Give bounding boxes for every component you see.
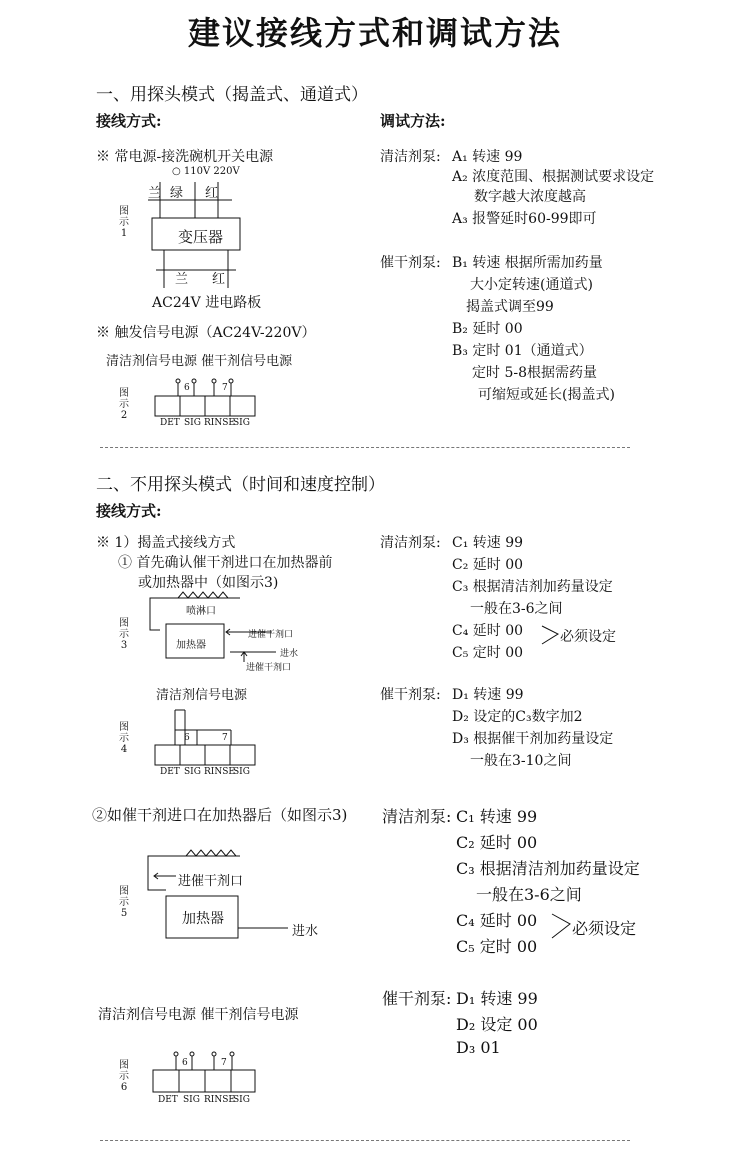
s2-note-lid-type: ※ 1）揭盖式接线方式 bbox=[96, 535, 236, 551]
s2-c4: C₄ 延时 00 bbox=[452, 623, 524, 639]
fig6-terminal-sig: SIG bbox=[183, 1095, 200, 1105]
s2-d3b: 一般在3-10之间 bbox=[470, 753, 572, 769]
section1-wiring-label: 接线方式: bbox=[96, 112, 162, 130]
s1-b1b: 大小定转速(通道式) bbox=[470, 277, 593, 293]
s1-b3c: 可缩短或延长(揭盖式) bbox=[478, 387, 615, 403]
s2-note-confirm2: 或加热器中（如图示3) bbox=[138, 575, 279, 591]
s2-c1: C₁ 转速 99 bbox=[452, 535, 524, 551]
s1-rinse-pump-label: 催干剂泵: bbox=[380, 255, 441, 271]
fig5-heater-label: 加热器 bbox=[182, 911, 224, 927]
fig2-terminal-det: DET bbox=[160, 418, 180, 428]
s2b-c3: C₃ 根据清洁剂加药量设定 bbox=[456, 859, 640, 878]
page-title: 建议接线方式和调试方法 bbox=[187, 14, 562, 52]
fig2-terminal-sig: SIG bbox=[184, 418, 201, 428]
s2b-must-set-brace bbox=[552, 914, 570, 938]
s2b-d2: D₂ 设定 00 bbox=[456, 1015, 538, 1034]
fig6-terminal-sig2: SIG bbox=[233, 1095, 250, 1105]
fig5-rinse-inlet-label: 进催干剂口 bbox=[178, 874, 244, 889]
s2-must-set-brace bbox=[542, 626, 558, 644]
fig1-transformer bbox=[148, 182, 240, 288]
fig1-label: 图 示 1 bbox=[119, 206, 129, 239]
fig1-bottom-wire-red: 红 bbox=[212, 272, 226, 287]
fig4-terminal-block bbox=[155, 710, 255, 765]
section1-note-power: ※ 常电源-接洗碗机开关电源 bbox=[96, 149, 274, 165]
s2b-rinse-pump-label: 催干剂泵: bbox=[382, 989, 452, 1008]
s2-c2: C₂ 延时 00 bbox=[452, 557, 524, 573]
s2-c3: C₃ 根据清洁剂加药量设定 bbox=[452, 579, 613, 595]
s2b-c3b: 一般在3-6之间 bbox=[476, 885, 582, 904]
fig6-label: 图 示 6 bbox=[119, 1060, 129, 1093]
s2b-c5: C₅ 定时 00 bbox=[456, 937, 538, 956]
fig2-terminal-block bbox=[155, 379, 255, 416]
s2-must-set: 必须设定 bbox=[560, 629, 616, 645]
s1-b2: B₂ 延时 00 bbox=[452, 321, 523, 337]
fig1-wire-green: 绿 bbox=[170, 186, 184, 201]
section1-heading: 一、用探头模式（揭盖式、通道式） bbox=[96, 85, 368, 105]
s2-d3: D₃ 根据催干剂加药量设定 bbox=[452, 731, 614, 747]
fig6-terminal-rinse: RINSE bbox=[204, 1095, 235, 1105]
s2b-c2: C₂ 延时 00 bbox=[456, 833, 538, 852]
fig4-terminal-sig2: SIG bbox=[233, 767, 250, 777]
section1-note-trigger: ※ 触发信号电源（AC24V-220V） bbox=[96, 325, 316, 341]
s1-a1: A₁ 转速 99 bbox=[452, 149, 523, 165]
fig6-terminal-det: DET bbox=[158, 1095, 178, 1105]
fig2-label: 图 示 2 bbox=[119, 388, 129, 421]
s2b-c1: C₁ 转速 99 bbox=[456, 807, 538, 826]
fig2-terminal-sig2: SIG bbox=[233, 418, 250, 428]
s2-signal-detergent: 清洁剂信号电源 bbox=[156, 688, 248, 703]
fig3-label: 图 示 3 bbox=[119, 618, 129, 651]
fig3-water-label: 进水 bbox=[280, 649, 299, 659]
fig3-rinse-inlet2-label: 进催干剂口 bbox=[246, 663, 292, 673]
s1-b3: B₃ 定时 01（通道式） bbox=[452, 343, 593, 359]
fig4-number-7: 7 bbox=[222, 733, 228, 743]
fig5-water-label: 进水 bbox=[292, 924, 319, 939]
fig1-wire-blue: 兰 bbox=[148, 186, 162, 201]
s2-d1: D₁ 转速 99 bbox=[452, 687, 524, 703]
section1-debug-label: 调试方法: bbox=[380, 112, 446, 130]
s2b-c4: C₄ 延时 00 bbox=[456, 911, 538, 930]
s2-signal-sources: 清洁剂信号电源 催干剂信号电源 bbox=[98, 1007, 299, 1023]
fig5-heater-diagram bbox=[148, 850, 288, 938]
s2b-detergent-pump-label: 清洁剂泵: bbox=[382, 807, 452, 826]
fig4-terminal-sig: SIG bbox=[184, 767, 201, 777]
s2b-d3: D₃ 01 bbox=[456, 1038, 501, 1057]
s1-a2: A₂ 浓度范围、根据测试要求设定 bbox=[452, 169, 655, 185]
s2b-must-set: 必须设定 bbox=[572, 919, 637, 938]
section2-heading: 二、不用探头模式（时间和速度控制） bbox=[96, 475, 385, 495]
fig3-heater-diagram bbox=[150, 592, 276, 662]
s1-a2b: 数字越大浓度越高 bbox=[474, 189, 586, 205]
fig4-label: 图 示 4 bbox=[119, 722, 129, 755]
fig2-terminal-rinse: RINSE bbox=[204, 418, 235, 428]
s2-d2: D₂ 设定的C₃数字加2 bbox=[452, 709, 583, 725]
fig6-number-7: 7 bbox=[221, 1058, 227, 1068]
s1-b3b: 定时 5-8根据需药量 bbox=[472, 365, 597, 381]
fig1-caption: AC24V 进电路板 bbox=[152, 295, 262, 311]
s2-note-after-heater: ②如催干剂进口在加热器后（如图示3) bbox=[92, 806, 348, 824]
s1-b1: B₁ 转速 根据所需加药量 bbox=[452, 255, 603, 271]
fig3-rinse-inlet-label: 进催干剂口 bbox=[248, 630, 294, 640]
s2-c3b: 一般在3-6之间 bbox=[470, 601, 563, 617]
fig5-label: 图 示 5 bbox=[119, 886, 129, 919]
s1-detergent-pump-label: 清洁剂泵: bbox=[380, 149, 441, 165]
fig6-number-6: 6 bbox=[182, 1058, 188, 1068]
s2b-d1: D₁ 转速 99 bbox=[456, 989, 538, 1008]
fig2-number-6: 6 bbox=[184, 383, 190, 393]
fig1-wire-red: 红 bbox=[205, 186, 219, 201]
fig1-bottom-wire-blue: 兰 bbox=[175, 272, 189, 287]
s2-c5: C₅ 定时 00 bbox=[452, 645, 524, 661]
fig6-terminal-block bbox=[153, 1052, 255, 1092]
s2-rinse-pump-label: 催干剂泵: bbox=[380, 687, 441, 703]
s1-b1c: 揭盖式调至99 bbox=[466, 299, 554, 315]
fig3-spray-label: 喷淋口 bbox=[186, 606, 216, 617]
fig1-voltage: ○ 110V 220V bbox=[172, 166, 240, 177]
fig2-number-7: 7 bbox=[222, 383, 228, 393]
s2-note-confirm: ① 首先确认催干剂进口在加热器前 bbox=[118, 555, 333, 571]
fig3-heater-label: 加热器 bbox=[176, 640, 206, 651]
section2-wiring-label: 接线方式: bbox=[96, 502, 162, 520]
fig1-transformer-label: 变压器 bbox=[178, 228, 224, 246]
fig4-number-6: 6 bbox=[184, 733, 190, 743]
s2-detergent-pump-label: 清洁剂泵: bbox=[380, 535, 441, 551]
s1-a3: A₃ 报警延时60-99即可 bbox=[452, 211, 597, 227]
fig4-terminal-det: DET bbox=[160, 767, 180, 777]
fig4-terminal-rinse: RINSE bbox=[204, 767, 235, 777]
section1-signal-sources: 清洁剂信号电源 催干剂信号电源 bbox=[106, 354, 293, 369]
